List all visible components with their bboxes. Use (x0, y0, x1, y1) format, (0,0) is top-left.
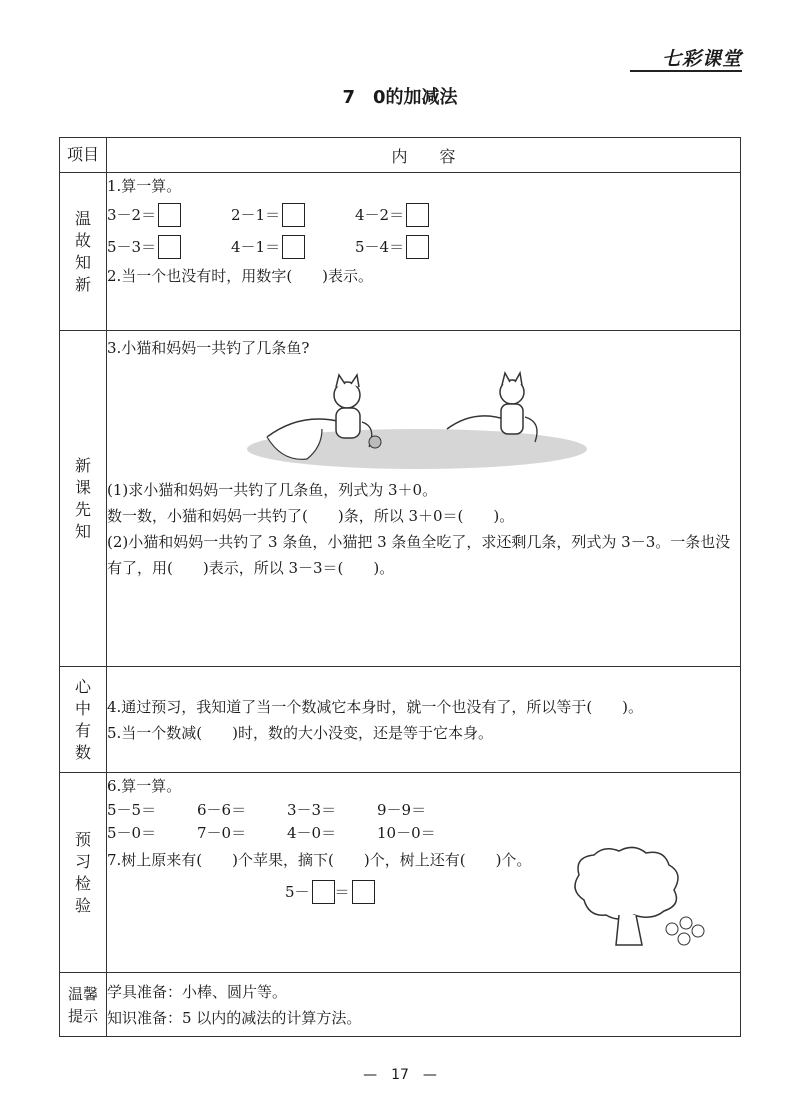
section-check (107, 773, 741, 973)
brand-underline (630, 70, 742, 72)
p2-text: 数一数，小猫和妈妈一共钓了( )条，所以 3＋0＝( )。 (107, 507, 515, 525)
q6-row-2: 5－0＝ 7－0＝ 4－0＝ 10－0＝ (107, 824, 436, 842)
q1-row-2: 5－3＝ 4－1＝ 5－4＝ (107, 231, 740, 263)
answer-box[interactable] (406, 203, 429, 227)
q6-row-1: 5－5＝ 6－6＝ 3－3＝ 9－9＝ (107, 801, 427, 819)
section-new (107, 331, 741, 667)
tip-2: 知识准备：5 以内的减法的计算方法。 (107, 1008, 362, 1027)
q1-row-1: 3－2＝ 2－1＝ 4－2＝ (107, 199, 740, 231)
worksheet-table (59, 137, 741, 1037)
apple-tree-icon (564, 845, 724, 955)
q6-title: 6.算一算。 (107, 777, 182, 795)
q1-title: 1.算一算。 (107, 177, 182, 195)
answer-box[interactable] (158, 203, 181, 227)
answer-box[interactable] (282, 203, 305, 227)
section-label-new: 新 课 先 知 (60, 331, 107, 667)
page-title: 7 0的加减法 (342, 87, 458, 108)
header-content: 内 容 (107, 138, 741, 173)
q5-text: 5.当一个数减( )时，数的大小没变，还是等于它本身。 (107, 723, 494, 742)
section-label-heart: 心 中 有 数 (60, 667, 107, 773)
cat-fishing-icon (107, 367, 717, 477)
q4-text: 4.通过预习，我知道了当一个数减它本身时，就一个也没有了，所以等于( )。 (107, 697, 644, 716)
p3-text: (2)小猫和妈妈一共钓了 3 条鱼，小猫把 3 条鱼全吃了，求还剩几条，列式为 3－3。一条也没有了，用( )表示，所以 3－3＝( )。 (107, 533, 731, 577)
page-number: — 17 — (363, 1067, 437, 1083)
p1-text: (1)求小猫和妈妈一共钓了几条鱼，列式为 3＋0。 (107, 481, 438, 499)
answer-box[interactable] (158, 235, 181, 259)
q2-text: 2.当一个也没有时，用数字( )表示。 (107, 267, 374, 285)
section-heart (107, 667, 741, 773)
section-tips (107, 973, 741, 1037)
section-label-check: 预 习 检 验 (60, 773, 107, 973)
cat-fishing-illustration (107, 367, 740, 477)
q7-equation: 5－ ＝ (285, 879, 740, 905)
answer-box[interactable] (352, 880, 375, 904)
section-label-tips: 温馨 提示 (60, 973, 107, 1037)
section-label-review: 温 故 知 新 (60, 173, 107, 331)
answer-box[interactable] (282, 235, 305, 259)
answer-box[interactable] (406, 235, 429, 259)
q7-text: 7.树上原来有( )个苹果，摘下( )个，树上还有( )个。 (107, 851, 532, 869)
q3-text: 3.小猫和妈妈一共钓了几条鱼? (107, 339, 310, 357)
brand-logo: 七彩课堂 (661, 48, 742, 70)
answer-box[interactable] (312, 880, 335, 904)
tip-1: 学具准备：小棒、圆片等。 (107, 982, 288, 1001)
section-review (107, 173, 741, 331)
header-item: 项目 (60, 138, 107, 173)
